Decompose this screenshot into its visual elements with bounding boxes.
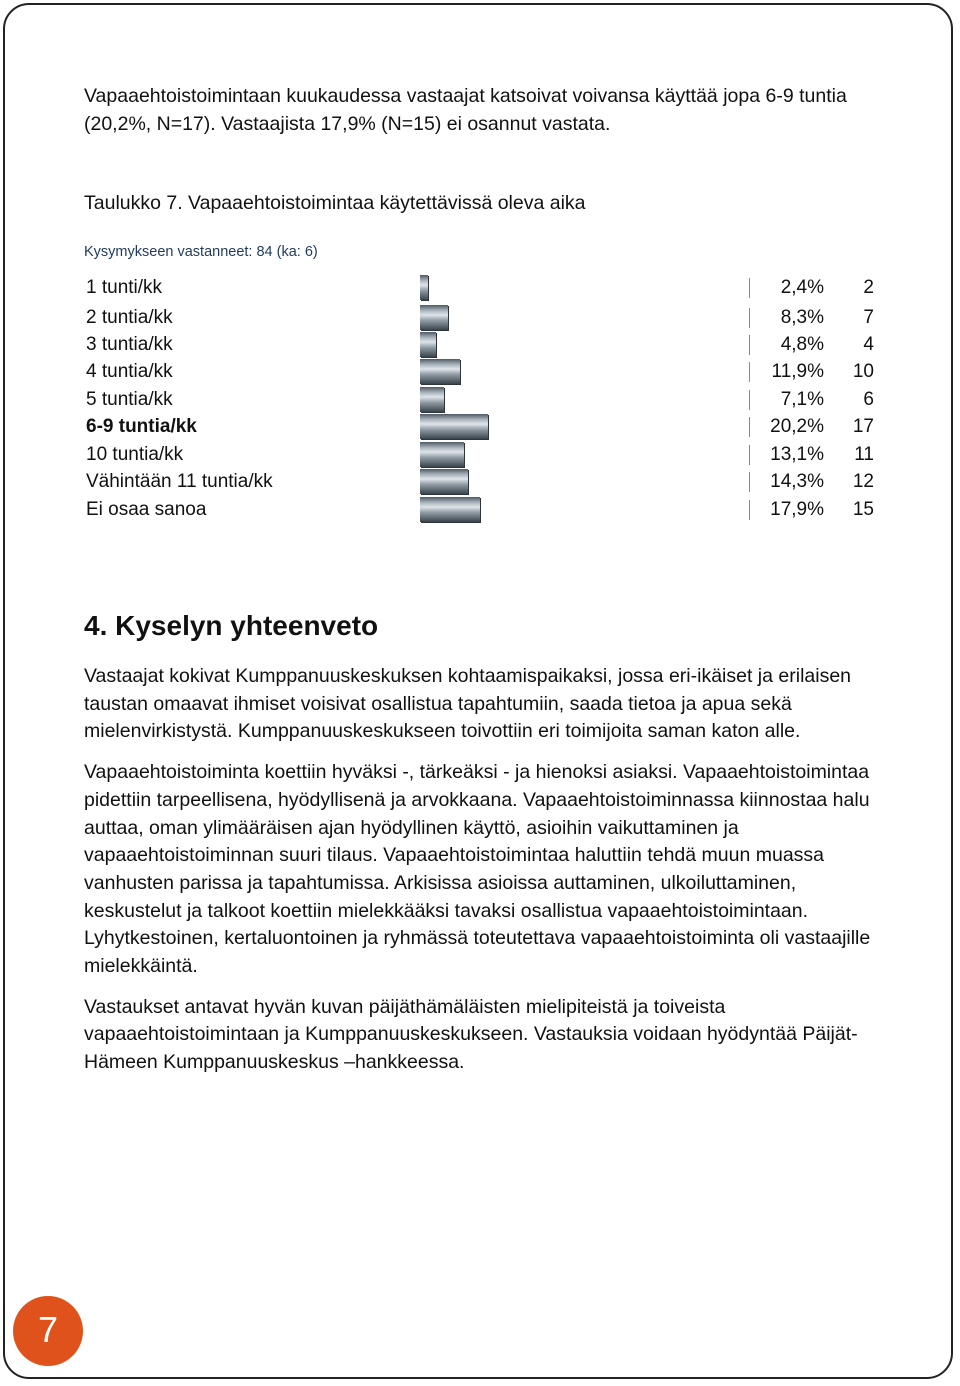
summary-text bbox=[84, 663, 884, 1090]
count-label: 10 bbox=[852, 361, 874, 382]
chart-row bbox=[0, 386, 960, 413]
value-separator bbox=[749, 308, 750, 328]
value-separator bbox=[749, 417, 750, 437]
percent-label: 7,1% bbox=[780, 389, 824, 410]
chart-row bbox=[0, 441, 960, 468]
count-label: 6 bbox=[863, 389, 874, 410]
value-separator bbox=[749, 362, 750, 382]
chart-row bbox=[0, 468, 960, 495]
count-label: 17 bbox=[852, 416, 874, 437]
value-separator bbox=[749, 500, 750, 520]
chart-row bbox=[0, 274, 960, 301]
chart-row bbox=[0, 413, 960, 440]
category-label: 5 tuntia/kk bbox=[86, 389, 173, 410]
percent-label: 2,4% bbox=[780, 277, 824, 298]
bar bbox=[420, 442, 464, 467]
chart-row bbox=[0, 331, 960, 358]
count-label: 15 bbox=[852, 499, 874, 520]
table-caption: Taulukko 7. Vapaaehtoistoimintaa käytettävissä oleva aika bbox=[84, 192, 586, 214]
bar bbox=[420, 305, 448, 330]
bar bbox=[420, 497, 480, 522]
count-label: 2 bbox=[863, 277, 874, 298]
value-separator bbox=[749, 472, 750, 492]
bar bbox=[420, 414, 488, 439]
intro-paragraph: Vapaaehtoistoimintaan kuukaudessa vastaajat katsoivat voivansa käyttää jopa 6-9 tuntia (20,2%, N=17). Vastaajista 17,9% (N=15) ei osannut vastata. bbox=[84, 85, 847, 135]
percent-label: 13,1% bbox=[770, 444, 824, 465]
section-heading: 4. Kyselyn yhteenveto bbox=[84, 610, 379, 641]
count-label: 4 bbox=[863, 334, 874, 355]
category-label: 4 tuntia/kk bbox=[86, 361, 173, 382]
category-label: 6-9 tuntia/kk bbox=[86, 416, 197, 437]
percent-label: 8,3% bbox=[780, 307, 824, 328]
category-label: 10 tuntia/kk bbox=[86, 444, 184, 465]
category-label: Ei osaa sanoa bbox=[86, 499, 207, 520]
percent-label: 20,2% bbox=[770, 416, 824, 437]
category-label: 2 tuntia/kk bbox=[86, 307, 173, 328]
count-label: 11 bbox=[854, 444, 874, 465]
count-label: 12 bbox=[852, 471, 874, 492]
bar bbox=[420, 469, 468, 494]
bar bbox=[420, 359, 460, 384]
respondents-note: Kysymykseen vastanneet: 84 (ka: 6) bbox=[84, 244, 318, 260]
summary-paragraph: Vastaukset antavat hyvän kuvan päijäthämäläisten mielipiteistä ja toiveista vapaaehtoistoimintaan ja Kumppanuuskeskukseen. Vastauksia voidaan hyödyntää Päijät-Hämeen Kumppanuuskeskus –hankkeessa. bbox=[84, 995, 858, 1074]
count-label: 7 bbox=[863, 307, 874, 328]
bar bbox=[420, 332, 436, 357]
value-separator bbox=[749, 335, 750, 355]
percent-label: 14,3% bbox=[770, 471, 824, 492]
bar bbox=[420, 387, 444, 412]
summary-paragraph: Vastaajat kokivat Kumppanuuskeskuksen kohtaamispaikaksi, jossa eri-ikäiset ja erilaisen taustan omaavat ihmiset voisivat osallistua tapahtumiin, saada tietoa ja apua sekä mielenvirkistystä. Kumppanuuskeskukseen toivottiin eri toimijoita saman katon alle. bbox=[84, 665, 852, 743]
value-separator bbox=[749, 445, 750, 465]
chart-row bbox=[0, 304, 960, 331]
bar bbox=[420, 275, 428, 300]
percent-label: 4,8% bbox=[780, 334, 824, 355]
page-number-badge: 7 bbox=[13, 1296, 83, 1366]
category-label: Vähintään 11 tuntia/kk bbox=[86, 471, 273, 492]
summary-paragraph: Vapaaehtoistoiminta koettiin hyväksi -, tärkeäksi - ja hienoksi asiaksi. Vapaaehtoistoimintaa pidettiin tarpeellisena, hyödyllisenä ja arvokkaana. Vapaaehtoistoiminnassa kiinnostaa halu auttaa, oman ylimääräisen ajan hyödyllinen käyttö, asioihin vaikuttaminen ja vapaaehtoistoiminnan suuri tilaus. Vapaaehtoistoimintaa haluttiin tehdä muun muassa vanhusten parissa ja tapahtumissa. Arkisissa asioissa auttaminen, ulkoiluttaminen, keskustelut ja talkoot koettiin mielekkääksi tavaksi osallistua vapaaehtoistoimintaan. Lyhytkestoinen, kertaluontoinen ja ryhmässä toteutettava vapaaehtoistoiminta oli vastaajille mielekkäintä. bbox=[84, 761, 871, 978]
percent-label: 11,9% bbox=[771, 361, 824, 382]
value-separator bbox=[749, 390, 750, 410]
percent-label: 17,9% bbox=[770, 499, 824, 520]
time-available-bar-chart bbox=[0, 272, 960, 532]
category-label: 1 tunti/kk bbox=[86, 277, 163, 298]
category-label: 3 tuntia/kk bbox=[86, 334, 173, 355]
chart-row bbox=[0, 358, 960, 385]
value-separator bbox=[749, 278, 750, 298]
chart-row bbox=[0, 496, 960, 523]
